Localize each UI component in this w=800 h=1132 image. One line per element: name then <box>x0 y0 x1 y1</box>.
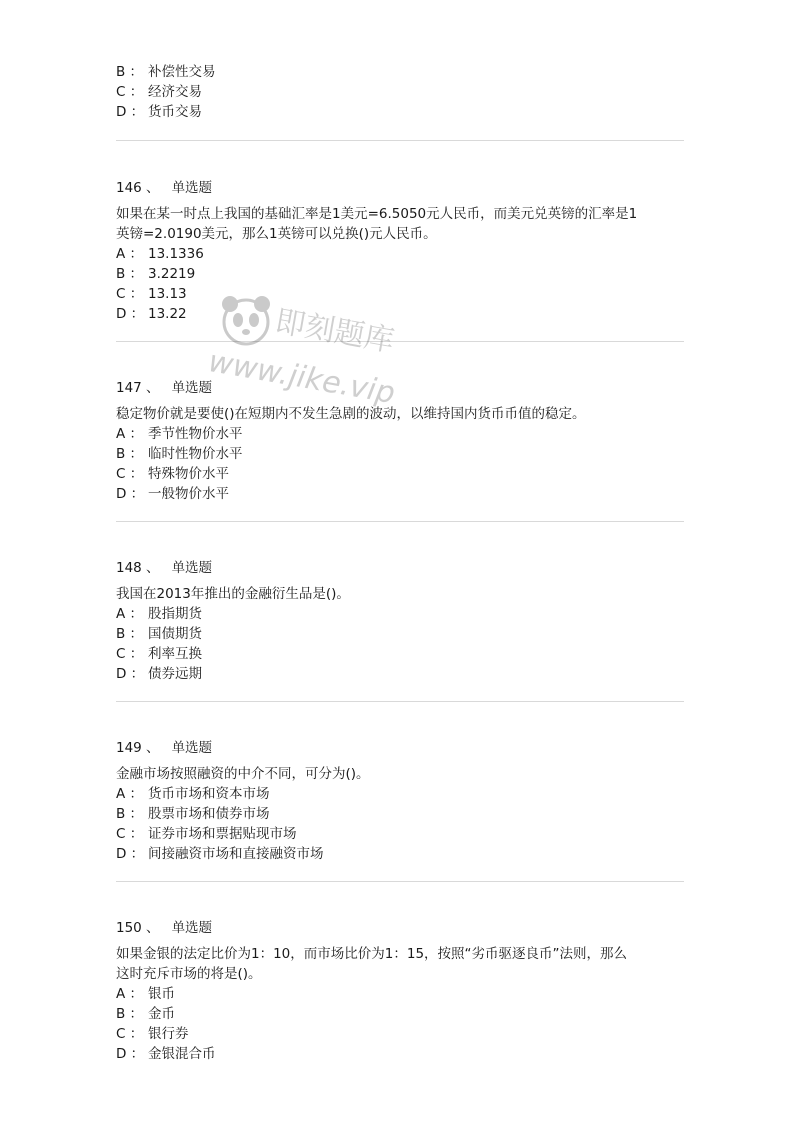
question-divider <box>116 521 684 522</box>
option-c: C ： 13.13 <box>116 286 187 302</box>
option-a: A ： 季节性物价水平 <box>116 426 243 442</box>
option-a: A ： 货币市场和资本市场 <box>116 786 270 802</box>
option-d: D ： 一般物价水平 <box>116 486 229 502</box>
option-c: C ： 利率互换 <box>116 646 202 662</box>
option-d: D ： 货币交易 <box>116 104 202 120</box>
option-c: C ： 证券市场和票据贴现市场 <box>116 826 297 842</box>
question-header: 148 、 单选题 <box>116 560 213 576</box>
option-c: C ： 经济交易 <box>116 84 202 100</box>
question-stem: 如果在某一时点上我国的基础汇率是1美元=6.5050元人民币，而美元兑英镑的汇率是1 英镑=2.0190美元，那么1英镑可以兑换()元人民币。 <box>116 206 638 242</box>
option-c: C ： 银行券 <box>116 1026 189 1042</box>
option-b: B ： 股票市场和债券市场 <box>116 806 270 822</box>
question-divider <box>116 701 684 702</box>
option-a: A ： 银币 <box>116 986 175 1002</box>
option-d: D ： 间接融资市场和直接融资市场 <box>116 846 324 862</box>
option-a: A ： 股指期货 <box>116 606 202 622</box>
option-c: C ： 特殊物价水平 <box>116 466 229 482</box>
option-b: B ： 补偿性交易 <box>116 64 216 80</box>
watermark <box>205 286 422 412</box>
option-a: A ： 13.1336 <box>116 246 204 262</box>
option-b: B ： 3.2219 <box>116 266 196 282</box>
option-b: B ： 金币 <box>116 1006 175 1022</box>
option-d: D ： 债券远期 <box>116 666 202 682</box>
question-stem: 如果金银的法定比价为1：10，而市场比价为1：15，按照“劣币驱逐良币”法则，那么 这时充斥市场的将是()。 <box>116 946 628 982</box>
question-divider <box>116 881 684 882</box>
option-b: B ： 临时性物价水平 <box>116 446 243 462</box>
watermark-brand: 即刻题库 <box>272 303 397 360</box>
question-stem: 稳定物价就是要使()在短期内不发生急剧的波动，以维持国内货币币值的稳定。 <box>116 406 586 422</box>
question-divider <box>116 140 684 141</box>
question-header: 147 、 单选题 <box>116 380 213 396</box>
question-header: 150 、 单选题 <box>116 920 213 936</box>
panda-logo-icon <box>216 290 276 350</box>
option-d: D ： 金银混合币 <box>116 1046 216 1062</box>
option-b: B ： 国债期货 <box>116 626 202 642</box>
question-stem: 我国在2013年推出的金融衍生品是()。 <box>116 586 350 602</box>
option-d: D ： 13.22 <box>116 306 187 322</box>
watermark-url: www.jike.vip <box>205 344 398 412</box>
question-stem: 金融市场按照融资的中介不同，可分为()。 <box>116 766 370 782</box>
question-header: 146 、 单选题 <box>116 180 213 196</box>
question-header: 149 、 单选题 <box>116 740 213 756</box>
